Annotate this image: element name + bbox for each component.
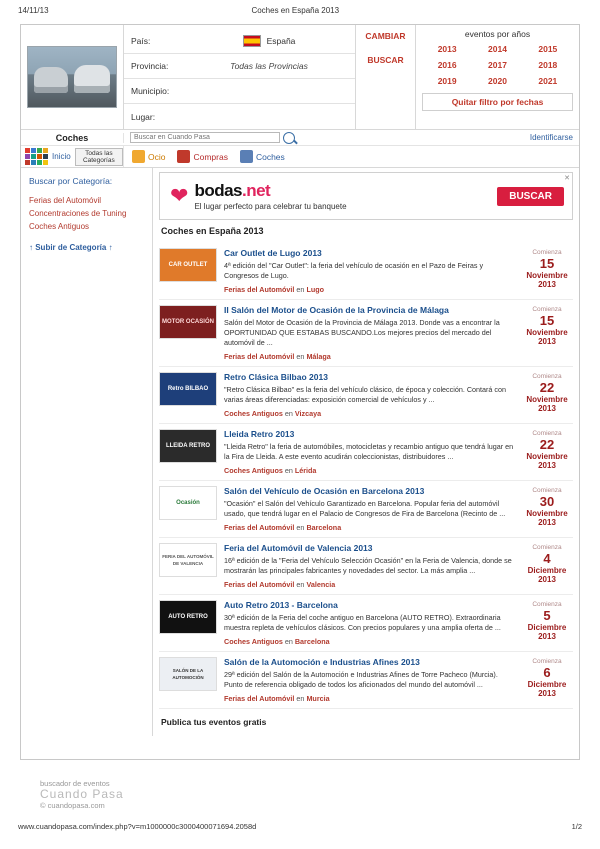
ad-text — [194, 181, 346, 211]
event-body — [224, 248, 521, 294]
list-item[interactable] — [159, 595, 573, 652]
event-title[interactable]: II Salón del Motor de Ocasión de la Provincia de Málaga — [224, 305, 449, 315]
event-month: Diciembre — [527, 566, 567, 575]
filter-actions — [356, 25, 416, 129]
event-month: Noviembre — [526, 395, 568, 404]
filter-label-municipio: Municipio: — [131, 86, 170, 96]
event-title[interactable]: Auto Retro 2013 - Barcelona — [224, 600, 338, 610]
event-category-link[interactable]: Ferias del Automóvil — [224, 580, 295, 589]
event-thumbnail: Ocasión — [159, 486, 217, 520]
event-year: 2013 — [538, 337, 556, 346]
category-color-grid-icon — [25, 148, 48, 165]
event-category-line: Coches Antiguos en Vizcaya — [224, 409, 322, 418]
year-2013[interactable]: 2013 — [437, 44, 457, 54]
footer-logo: Cuando Pasa — [40, 787, 124, 801]
year-2014[interactable]: 2014 — [488, 44, 507, 54]
event-month: Noviembre — [526, 452, 568, 461]
list-item[interactable] — [159, 300, 573, 367]
event-place-link[interactable]: Barcelona — [306, 523, 342, 532]
starts-label: Comienza — [532, 249, 562, 256]
identificarse-link[interactable]: Identificarse — [529, 133, 573, 142]
event-body — [224, 600, 521, 646]
year-2021[interactable]: 2021 — [538, 76, 558, 86]
starts-label: Comienza — [532, 658, 562, 665]
year-2019[interactable]: 2019 — [437, 76, 457, 86]
years-filter — [416, 25, 579, 129]
filter-row-pais — [124, 29, 355, 54]
sidebar-item-concentraciones-tuning[interactable]: Concentraciones de Tuning — [29, 209, 127, 218]
country-value — [183, 35, 355, 47]
brand-row — [21, 130, 579, 146]
event-category-link[interactable]: Coches Antiguos — [224, 409, 283, 418]
filter-label-pais: País: — [131, 36, 151, 46]
ad-brand: bodas.net — [194, 181, 271, 200]
tab-ocio-label: Ocio — [148, 151, 166, 162]
page-frame — [20, 24, 580, 760]
heart-icon: ❤ — [170, 183, 189, 208]
event-month: Diciembre — [527, 623, 567, 632]
event-thumbnail: AUTO RETRO — [159, 600, 217, 634]
event-day: 15 — [539, 256, 555, 271]
top-area — [21, 25, 579, 130]
event-day: 5 — [543, 608, 551, 623]
print-header — [0, 0, 600, 19]
event-date — [521, 657, 573, 703]
footer-tagline: buscador de eventos — [40, 779, 110, 788]
event-category-line: Coches Antiguos en Barcelona — [224, 637, 330, 646]
starts-label: Comienza — [532, 430, 562, 437]
event-description: 4ª edición del "Car Outlet": la feria del vehículo de ocasión en el Pazo de Feiras y Congresos de Lugo. — [224, 261, 484, 280]
event-title[interactable]: Salón de la Automoción e Industrias Afines 2013 — [224, 657, 420, 667]
event-description: 16ª edición de la "Feria del Vehículo Selección Ocasión" en la Feria de Valencia, donde se mostrarán las principales fabricantes y novedades del sector. La más amplia ... — [224, 556, 512, 575]
ad-cta-button[interactable]: BUSCAR — [497, 187, 564, 206]
year-2017[interactable]: 2017 — [488, 60, 507, 70]
year-2020[interactable]: 2020 — [488, 76, 507, 86]
category-controls — [21, 146, 124, 167]
ad-tagline: El lugar perfecto para celebrar tu banquete — [194, 202, 347, 211]
event-thumbnail: FERIA DEL AUTOMÓVIL DE VALENCIA — [159, 543, 217, 577]
event-year: 2013 — [538, 575, 556, 584]
sidebar-item-coches-antiguos[interactable]: Coches Antiguos — [29, 222, 90, 231]
event-month: Noviembre — [526, 271, 568, 280]
event-date — [521, 429, 573, 475]
event-description: 30ª edición de la Feria del coche antiguo en Barcelona (AUTO RETRO). Extraordinaria muestra repleta de vehículos clásicos. Con precios populares y una amplia oferta de ... — [224, 613, 501, 632]
tab-coches[interactable] — [240, 150, 285, 163]
ocio-icon — [132, 150, 145, 163]
event-category-line: Ferias del Automóvil en Lugo — [224, 285, 324, 294]
event-place-link[interactable]: Valencia — [306, 580, 336, 589]
print-date: 14/11/13 — [18, 6, 49, 15]
event-title[interactable]: Feria del Automóvil de Valencia 2013 — [224, 543, 373, 553]
sidebar-item-ferias-automovil[interactable]: Ferias del Automóvil — [29, 196, 102, 205]
event-category-link[interactable]: Ferias del Automóvil — [224, 523, 295, 532]
event-category-link[interactable]: Ferias del Automóvil — [224, 694, 295, 703]
event-place-link[interactable]: Vizcaya — [294, 409, 322, 418]
es-flag-icon — [243, 35, 261, 47]
tab-compras[interactable] — [177, 150, 227, 163]
event-year: 2013 — [538, 404, 556, 413]
event-day: 15 — [539, 313, 555, 328]
tab-compras-label: Compras — [193, 151, 228, 162]
site-footer — [40, 778, 240, 811]
content-area — [21, 168, 579, 736]
cambiar-link[interactable]: CAMBIAR — [365, 31, 406, 41]
filter-row-provincia — [124, 54, 355, 79]
event-category-link[interactable]: Ferias del Automóvil — [224, 352, 295, 361]
all-categories-button[interactable]: Todas las Categorías — [75, 148, 123, 166]
event-description: Salón del Motor de Ocasión de la Provincia de Málaga 2013. Donde vas a encontrar la OPORTUNIDAD QUE ESTABAS BUSCANDO.Los mejores precios del mercado del automóvil de ... — [224, 318, 500, 347]
event-year: 2013 — [538, 632, 556, 641]
classic-cars-image — [27, 46, 117, 108]
event-body — [224, 305, 521, 361]
event-category-link[interactable]: Coches Antiguos — [224, 637, 283, 646]
print-footer — [0, 822, 600, 831]
header-photo — [21, 25, 124, 129]
print-pagenum: 1/2 — [571, 822, 582, 831]
event-date — [521, 486, 573, 532]
event-year: 2013 — [538, 280, 556, 289]
clear-date-filter-button[interactable]: Quitar filtro por fechas — [422, 93, 573, 111]
year-2015[interactable]: 2015 — [538, 44, 558, 54]
list-item[interactable] — [159, 367, 573, 424]
sidebar — [21, 168, 153, 736]
filter-row-lugar — [124, 104, 355, 129]
print-title: Coches en España 2013 — [251, 6, 340, 15]
event-body — [224, 486, 521, 532]
event-body — [224, 429, 521, 475]
event-place-link[interactable]: Murcia — [306, 694, 330, 703]
year-2016[interactable]: 2016 — [437, 60, 457, 70]
event-place-link[interactable]: Barcelona — [294, 637, 330, 646]
search-icon[interactable] — [283, 132, 295, 144]
event-category-line: Ferias del Automóvil en Málaga — [224, 352, 331, 361]
event-day: 22 — [539, 437, 555, 452]
location-filter — [124, 25, 356, 129]
filter-label-provincia: Provincia: — [131, 61, 169, 71]
years-grid — [422, 44, 573, 86]
event-month: Diciembre — [527, 680, 567, 689]
advertisement-banner[interactable] — [159, 172, 573, 220]
list-item[interactable] — [159, 243, 573, 300]
list-item[interactable] — [159, 538, 573, 595]
main-column — [153, 168, 579, 736]
event-thumbnail: Retro BILBAO — [159, 372, 217, 406]
event-month: Noviembre — [526, 509, 568, 518]
publish-events-link[interactable]: Publica tus eventos gratis — [161, 717, 267, 727]
filter-label-lugar: Lugar: — [131, 111, 156, 122]
event-body — [224, 657, 521, 703]
event-date — [521, 372, 573, 418]
event-year: 2013 — [538, 518, 556, 527]
starts-label: Comienza — [532, 306, 562, 313]
event-day: 4 — [543, 551, 551, 566]
tab-ocio[interactable] — [132, 150, 165, 163]
event-thumbnail: MOTOR OCASIÓN — [159, 305, 217, 339]
sidebar-up-category-link[interactable]: ↑ Subir de Categoría ↑ — [29, 243, 113, 252]
event-title[interactable]: Retro Clásica Bilbao 2013 — [224, 372, 328, 382]
event-description: "Lleida Retro" la feria de automóbiles, motocicletas y recambio antiguo que tendrá lugar en la Fira de Lleida. A este evento acudirán coleccionistas, distribuidores ... — [224, 442, 514, 461]
event-day: 22 — [539, 380, 555, 395]
years-title: eventos por años — [464, 29, 531, 39]
event-category-link[interactable]: Coches Antiguos — [224, 466, 283, 475]
event-thumbnail: SALÓN DE LA AUTOMOCIÓN — [159, 657, 217, 691]
event-day: 30 — [539, 494, 555, 509]
list-item[interactable] — [159, 481, 573, 538]
starts-label: Comienza — [532, 373, 562, 380]
event-day: 6 — [543, 665, 551, 680]
footer-copyright: © cuandopasa.com — [40, 801, 105, 810]
event-month: Noviembre — [526, 328, 568, 337]
provincia-value[interactable]: Todas las Provincias — [230, 61, 308, 71]
compras-icon — [177, 150, 190, 163]
tab-coches-label: Coches — [255, 151, 285, 162]
event-date — [521, 600, 573, 646]
event-category-line: Ferias del Automóvil en Valencia — [224, 580, 336, 589]
event-description: "Retro Clásica Bilbao" es la feria del vehículo clásico, de época y colección. Contará con varias áreas diferenciadas: exposición comercial de vehículos y ... — [224, 385, 506, 404]
event-place-link[interactable]: Málaga — [306, 352, 331, 361]
year-2018[interactable]: 2018 — [538, 60, 558, 70]
event-year: 2013 — [538, 461, 556, 470]
country-name: España — [266, 36, 296, 46]
event-date — [521, 305, 573, 361]
coches-icon — [240, 150, 253, 163]
home-link[interactable]: Inicio — [52, 152, 71, 161]
event-body — [224, 372, 521, 418]
sidebar-title: Buscar por Categoría: — [29, 176, 113, 186]
section-title: Coches — [21, 133, 124, 143]
search-input[interactable] — [130, 132, 280, 143]
search-area — [124, 132, 579, 144]
event-thumbnail: CAR OUTLET — [159, 248, 217, 282]
event-title[interactable]: Lleida Retro 2013 — [224, 429, 295, 439]
page-title: Coches en España 2013 — [161, 226, 264, 236]
event-description: "Ocasión" el Salón del Vehículo Garantizado en Barcelona. Popular feria del automóvil usado, que tendrá lugar en el Palacio de Congresos de Fira de Barcelona (Recinto de ... — [224, 499, 506, 518]
event-title[interactable]: Salón del Vehículo de Ocasión en Barcelona 2013 — [224, 486, 425, 496]
nav-row — [21, 146, 579, 168]
filter-row-municipio — [124, 79, 355, 104]
event-date — [521, 248, 573, 294]
event-place-link[interactable]: Lugo — [306, 285, 324, 294]
close-icon[interactable]: ✕ — [564, 175, 570, 182]
list-item[interactable] — [159, 652, 573, 709]
event-category-line: Ferias del Automóvil en Barcelona — [224, 523, 342, 532]
event-description: 29ª edición del Salón de la Automoción e Industrias Afines de Torre Pacheco (Murcia). Punto de referencia obligado de todos los aficionados del mundo del automóvil ... — [224, 670, 498, 689]
event-category-line: Coches Antiguos en Lérida — [224, 466, 317, 475]
event-body — [224, 543, 521, 589]
list-item[interactable] — [159, 424, 573, 481]
event-place-link[interactable]: Lérida — [294, 466, 317, 475]
starts-label: Comienza — [532, 487, 562, 494]
event-date — [521, 543, 573, 589]
starts-label: Comienza — [532, 544, 562, 551]
event-title[interactable]: Car Outlet de Lugo 2013 — [224, 248, 322, 258]
event-year: 2013 — [538, 689, 556, 698]
main-tabs — [124, 150, 285, 163]
event-category-line: Ferias del Automóvil en Murcia — [224, 694, 330, 703]
starts-label: Comienza — [532, 601, 562, 608]
print-url: www.cuandopasa.com/index.php?v=m1000000c3000400071694.2058d — [18, 822, 257, 831]
event-category-link[interactable]: Ferias del Automóvil — [224, 285, 295, 294]
buscar-link[interactable]: BUSCAR — [367, 55, 404, 65]
event-thumbnail: LLEIDA RETRO — [159, 429, 217, 463]
